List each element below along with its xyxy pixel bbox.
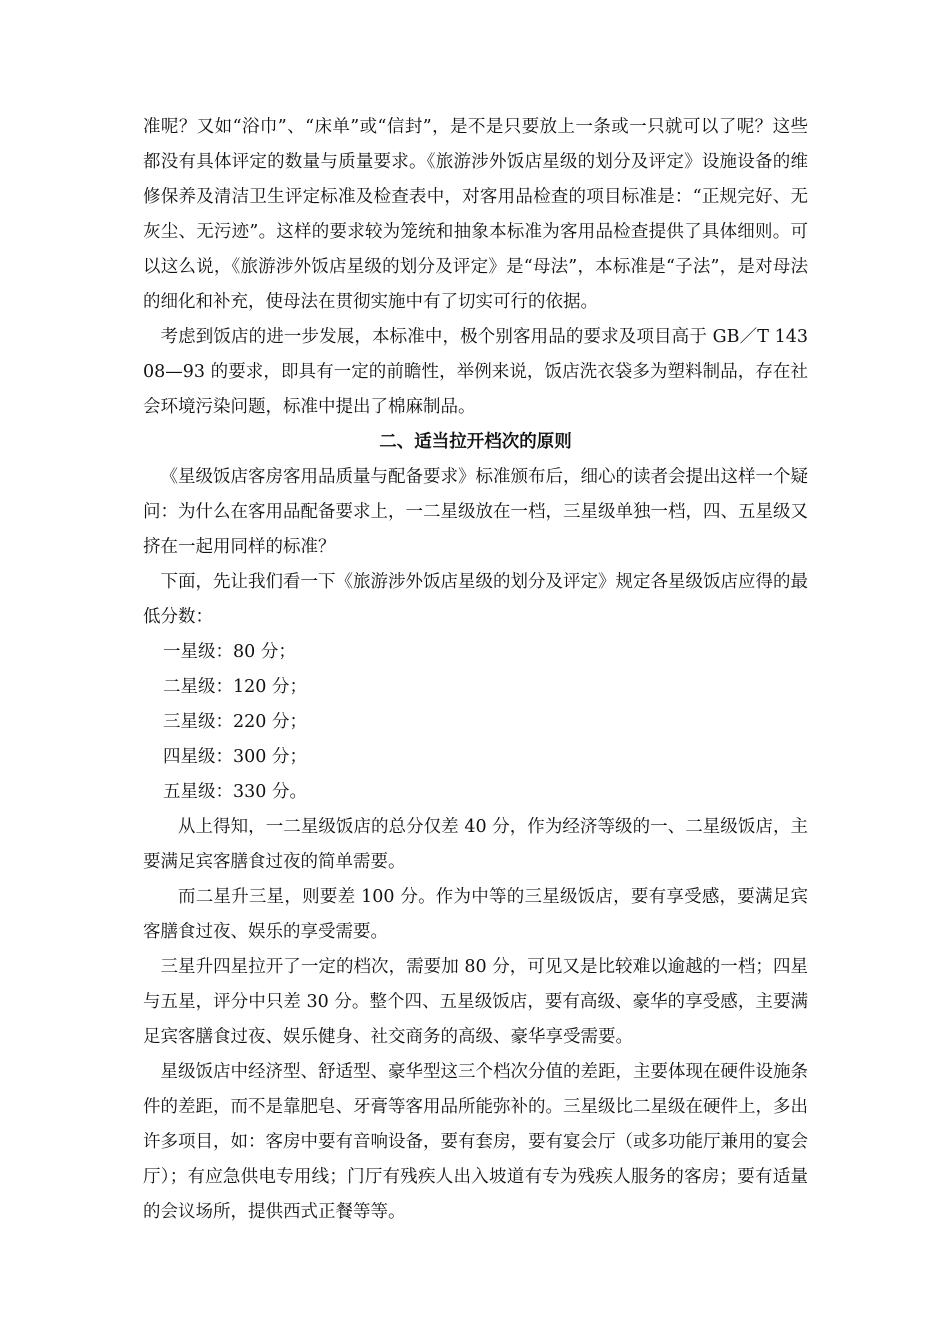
paragraph-one-two-star: 从上得知，一二星级饭店的总分仅差 40 分，作为经济等级的一、二星级饭店，主要满足宾客膳食过夜的简单需要。 [143,817,808,872]
paragraph-question: 《星级饭店客房客用品质量与配备要求》标准颁布后，细心的读者会提出这样一个疑问：为什么在客用品配备要求上，一二星级放在一档，三星级单独一档，四、五星级又挤在一起用同样的标准？ [143,467,808,557]
paragraph-guest-supplies-inspection: 准呢？又如“浴巾”、“床单”或“信封”，是不是只要放上一条或一只就可以了呢？这些都没有具体评定的数量与质量要求。《旅游涉外饭店星级的划分及评定》设施设备的维修保养及清洁卫生评定标准及检查表中，对客用品检查的项目标准是：“正规完好、无灰尘、无污迹”。这样的要求较为笼统和抽象本标准为客用品检查提供了具体细则。可以这么说，《旅游涉外饭店星级的划分及评定》是“母法”，本标准是“子法”，是对母法的细化和补充，使母法在贯彻实施中有了切实可行的依据。 [143,117,808,312]
section-heading: 二、适当拉开档次的原则 [379,432,572,452]
paragraph-hardware-gap: 星级饭店中经济型、舒适型、豪华型这三个档次分值的差距，主要体现在硬件设施条件的差距，而不是靠肥皂、牙膏等客用品所能弥补的。三星级比二星级在硬件上，多出许多项目，如：客房中要有音响设备，要有套房，要有宴会厅（或多功能厅兼用的宴会厅）；有应急供电专用线；门厅有残疾人出入坡道有专为残疾人服务的客房；要有适量的会议场所，提供西式正餐等等。 [143,1062,808,1222]
document-page [143,110,808,1230]
list-item-score-3: 三星级：220 分； [163,712,307,732]
list-item-score-5: 五星级：330 分。 [163,782,307,802]
list-item-score-2: 二星级：120 分； [163,677,307,697]
list-item-score-1: 一星级：80 分； [163,642,296,662]
paragraph-forward-looking: 考虑到饭店的进一步发展，本标准中，极个别客用品的要求及项目高于 GB／T 14308—93 的要求，即具有一定的前瞻性，举例来说，饭店洗衣袋多为塑料制品，存在社会环境污染问题，标准中提出了棉麻制品。 [143,327,808,417]
paragraph-four-five-star: 三星升四星拉开了一定的档次，需要加 80 分，可见又是比较难以逾越的一档；四星与五星，评分中只差 30 分。整个四、五星级饭店，要有高级、豪华的享受感，主要满足宾客膳食过夜、娱乐健身、社交商务的高级、豪华享受需要。 [143,957,808,1047]
list-item-score-4: 四星级：300 分； [163,747,307,767]
paragraph-three-star: 而二星升三星，则要差 100 分。作为中等的三星级饭店，要有享受感，要满足宾客膳食过夜、娱乐的享受需要。 [143,887,808,942]
paragraph-minimum-scores-intro: 下面，先让我们看一下《旅游涉外饭店星级的划分及评定》规定各星级饭店应得的最低分数： [143,572,808,627]
